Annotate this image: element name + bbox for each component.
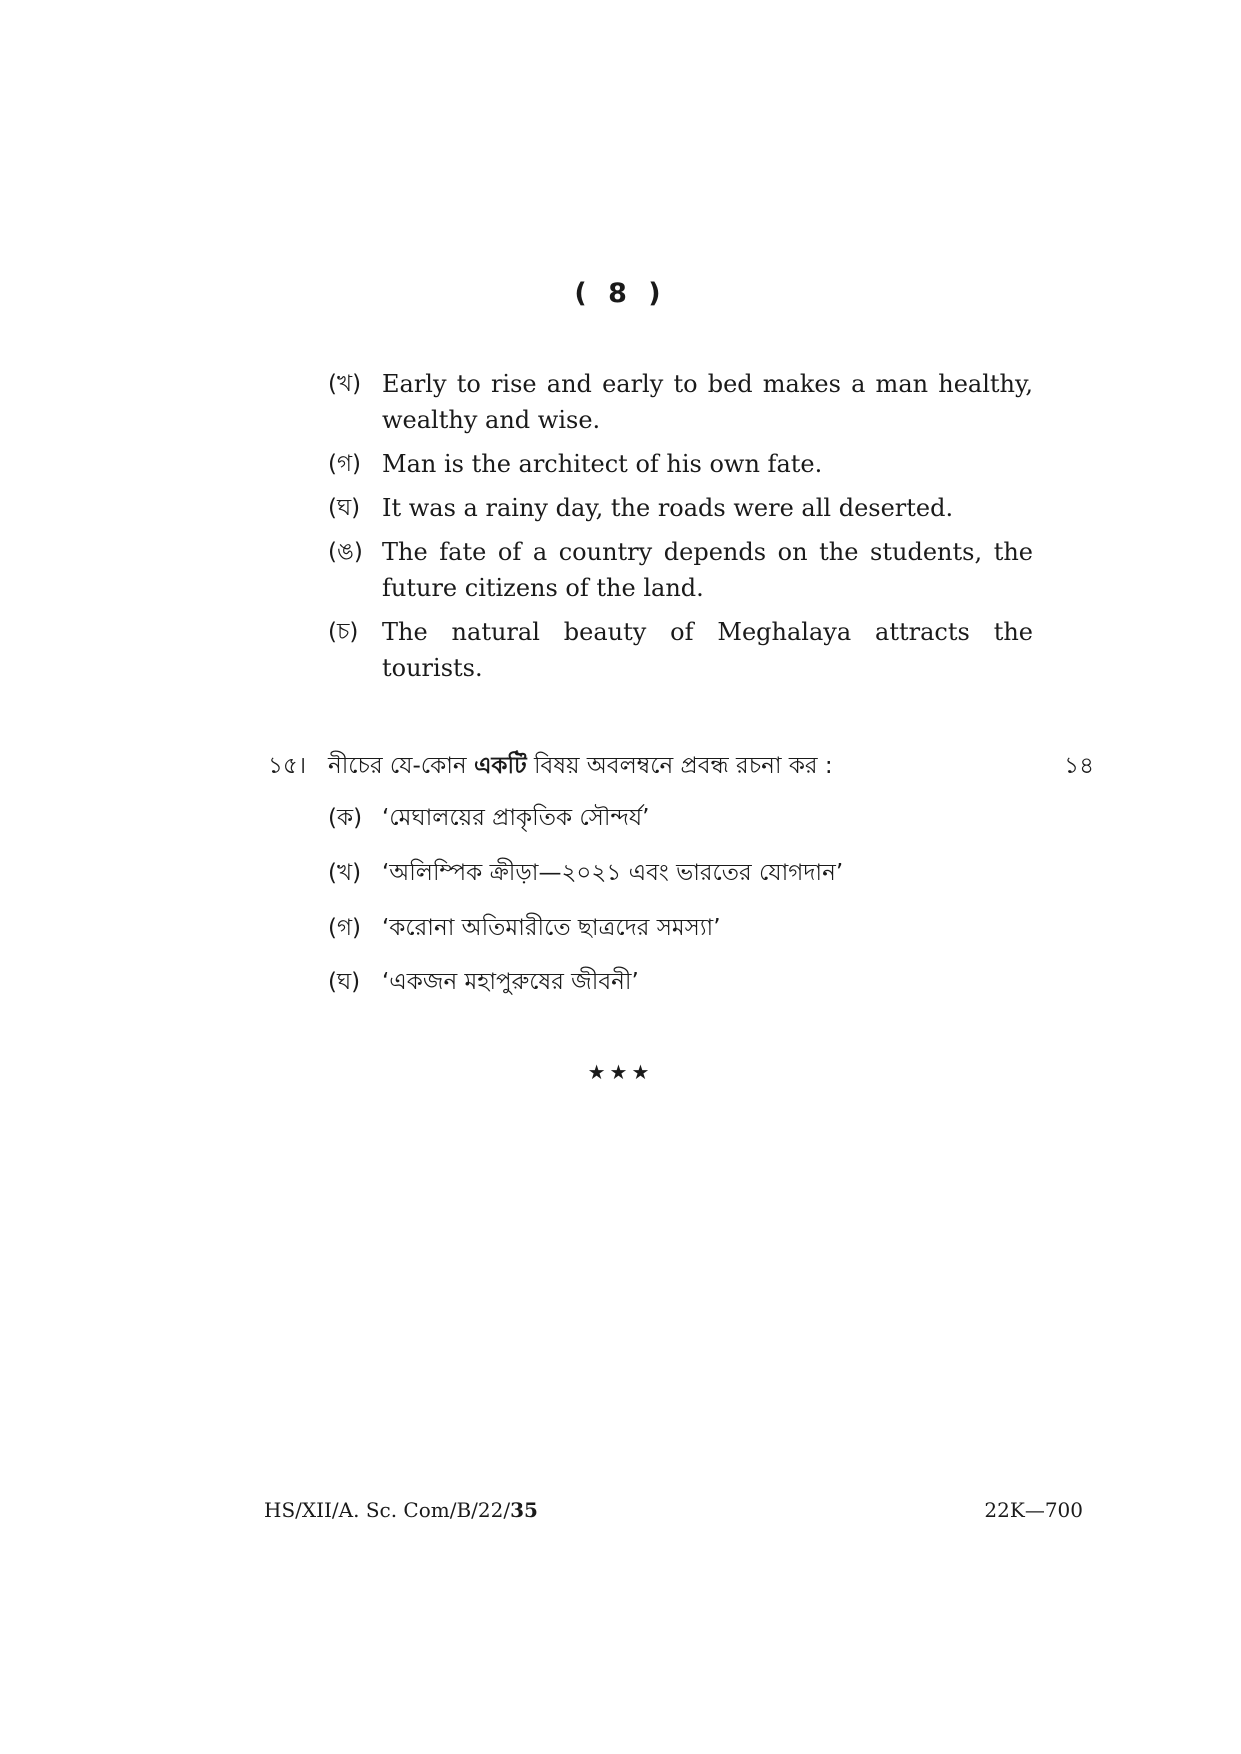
essay-topic	[328, 855, 843, 891]
topic-text: ‘একজন মহাপুরুষের জীবনী’	[382, 969, 639, 995]
question-instruction: নীচের যে-কোন একটি বিষয় অবলম্বনে প্রবন্ধ রচনা কর :	[328, 753, 833, 779]
topic-text: ‘করোনা অতিমারীতে ছাত্রদের সমস্যা’	[382, 915, 721, 941]
list-item	[328, 614, 1033, 686]
topic-text: ‘অলিম্পিক ক্রীড়া—২০২১ এবং ভারতের যোগদান’	[382, 860, 844, 886]
print-code: 22K—700	[984, 1498, 1083, 1522]
paper-code-bold: 35	[510, 1498, 538, 1522]
topic-marker: (ক)	[328, 805, 363, 831]
instruction-emphasis: একটি	[473, 753, 527, 779]
item-marker: (ঙ)	[328, 539, 363, 565]
topic-marker: (খ)	[328, 860, 362, 886]
item-text: It was a rainy day, the roads were all deserted.	[382, 494, 954, 522]
topic-text: ‘মেঘালয়ের প্রাকৃতিক সৌন্দর্য’	[382, 805, 650, 831]
item-text: Man is the architect of his own fate.	[382, 450, 823, 478]
list-item	[328, 534, 1033, 606]
topic-marker: (ঘ)	[328, 969, 361, 995]
item-marker: (ঘ)	[328, 495, 361, 521]
item-text: The fate of a country depends on the students, the future citizens of the land.	[382, 538, 1033, 602]
essay-topic	[328, 800, 649, 836]
question-marks: ১৪	[1064, 753, 1094, 779]
question-number: ১৫।	[268, 753, 307, 779]
list-item	[328, 490, 1033, 526]
list-item	[328, 366, 1033, 438]
paper-code: HS/XII/A. Sc. Com/B/22/35	[264, 1498, 538, 1522]
page-number: ( 8 )	[574, 278, 667, 309]
item-marker: (চ)	[328, 619, 359, 645]
essay-topic	[328, 910, 721, 946]
end-marker: ★★★	[587, 1060, 654, 1084]
item-marker: (খ)	[328, 371, 362, 397]
topic-marker: (গ)	[328, 915, 362, 941]
essay-topic	[328, 964, 639, 1000]
item-text: Early to rise and early to bed makes a man healthy, wealthy and wise.	[382, 370, 1033, 434]
item-text: The natural beauty of Meghalaya attracts the tourists.	[382, 618, 1033, 682]
list-item	[328, 446, 1033, 482]
item-marker: (গ)	[328, 451, 362, 477]
